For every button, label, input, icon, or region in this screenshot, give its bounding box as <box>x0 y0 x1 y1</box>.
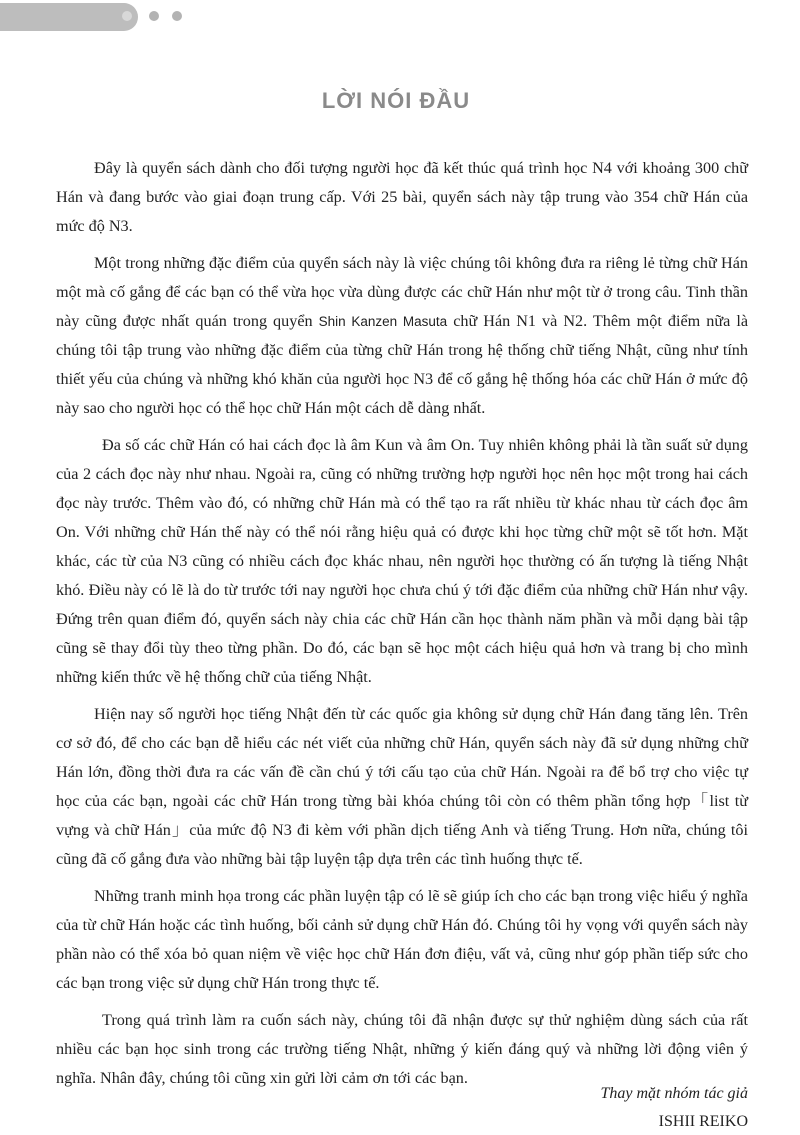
paragraph-thanks: Trong quá trình làm ra cuốn sách này, chúng tôi đã nhận được sự thử nghiệm dùng sách của rất nhiều các bạn học sinh trong các trường tiếng Nhật, những ý kiến đáng quý và những lời động viên ý nghĩa. Nhân đây, chúng tôi cũng xin gửi lời cảm ơn tới các bạn. <box>56 1011 748 1087</box>
page-indicator-dot <box>172 11 182 21</box>
paragraph-learners: Hiện nay số người học tiếng Nhật đến từ các quốc gia không sử dụng chữ Hán đang tăng lên. Trên cơ sở đó, để cho các bạn dễ hiểu các nét viết của những chữ Hán, quyển sách này đã sử dụng những chữ Hán lớn, đồng thời đưa ra các vấn đề cần chú ý tới cấu tạo của chữ Hán. Ngoài ra để bổ trợ cho việc tự học của các bạn, ngoài các chữ Hán trong từng bài khóa chúng tôi còn có thêm phần tổng hợp「list từ vựng và chữ Hán」của mức độ N3 đi kèm với phần dịch tiếng Anh và tiếng Trung. Hơn nữa, chúng tôi cũng đã cố gắng đưa vào những bài tập luyện tập dựa trên các tình huống thực tế. <box>56 705 748 868</box>
page-indicator-dot <box>149 11 159 21</box>
page-title: LỜI NÓI ĐẦU <box>321 88 471 113</box>
paragraph-readings: Đa số các chữ Hán có hai cách đọc là âm Kun và âm On. Tuy nhiên không phải là tần suất sử dụng của 2 cách đọc này như nhau. Ngoài ra, cũng có những trường hợp người học nên học một trong hai cách đọc này trước. Thêm vào đó, có những chữ Hán mà có thể tạo ra rất nhiều từ khác nhau từ cách đọc âm On. Với những chữ Hán thế này có thể nói rằng hiệu quả có được khi học từng chữ một sẽ tốt hơn. Mặt khác, các từ của N3 cũng có nhiều cách đọc khác nhau, nên người học thường có ấn tượng là tiếng Nhật khó. Điều này có lẽ là do từ trước tới nay người học chưa chú ý tới đặc điểm của những chữ Hán như vậy. Đứng trên quan điểm đó, quyển sách này chia các chữ Hán cần học thành năm phần và mỗi dạng bài tập cũng sẽ thay đổi tùy theo từng phần. Do đó, các bạn sẽ học một cách hiệu quả hơn và trang bị cho mình những kiến thức về hệ thống chữ của tiếng Nhật. <box>56 436 748 686</box>
signature-name: ISHII REIKO <box>658 1113 748 1130</box>
paragraph-intro: Đây là quyển sách dành cho đối tượng người học đã kết thúc quá trình học N4 với khoảng 300 chữ Hán và đang bước vào giai đoạn trung cấp. Với 25 bài, quyển sách này tập trung vào 354 chữ Hán của mức độ N3. <box>56 159 748 235</box>
paragraph-features-text-a: Một trong những đặc điểm của quyển sách này là việc chúng tôi không đưa ra riêng lẻ từng chữ Hán một mà cố gắng để các bạn có thể vừa học vừa dùng được các chữ Hán như một từ ở trong câu. Tinh thần này cũng được nhất quán trong quyển <box>56 254 748 330</box>
paragraph-features-text-b: chữ Hán N1 và N2. Thêm một điểm nữa là chúng tôi tập trung vào những đặc điểm của từng chữ Hán trong hệ thống chữ tiếng Nhật, cũng như tính thiết yếu của chúng và những khó khăn của người học N3 để cố gắng hệ thống hóa các chữ Hán ở mức độ này sao cho người học có thể học chữ Hán một cách dễ dàng nhất. <box>56 312 748 417</box>
preface-body <box>56 154 748 1101</box>
page-indicator-dot <box>122 11 132 21</box>
signature-role: Thay mặt nhóm tác giả <box>600 1085 748 1102</box>
paragraph-illustrations: Những tranh minh họa trong các phần luyện tập có lẽ sẽ giúp ích cho các bạn trong việc hiểu ý nghĩa của từ chữ Hán hoặc các tình huống, bối cảnh sử dụng chữ Hán đó. Chúng tôi hy vọng với quyển sách này phần nào có thể xóa bỏ quan niệm về việc học chữ Hán đơn điệu, vất vả, cũng như góp phần tiếp sức cho các bạn trong việc sử dụng chữ Hán trong thực tế. <box>56 887 748 992</box>
page-corner-tab <box>0 3 138 31</box>
book-series-name: Shin Kanzen Masuta <box>318 314 448 329</box>
paragraph-features <box>56 249 748 423</box>
